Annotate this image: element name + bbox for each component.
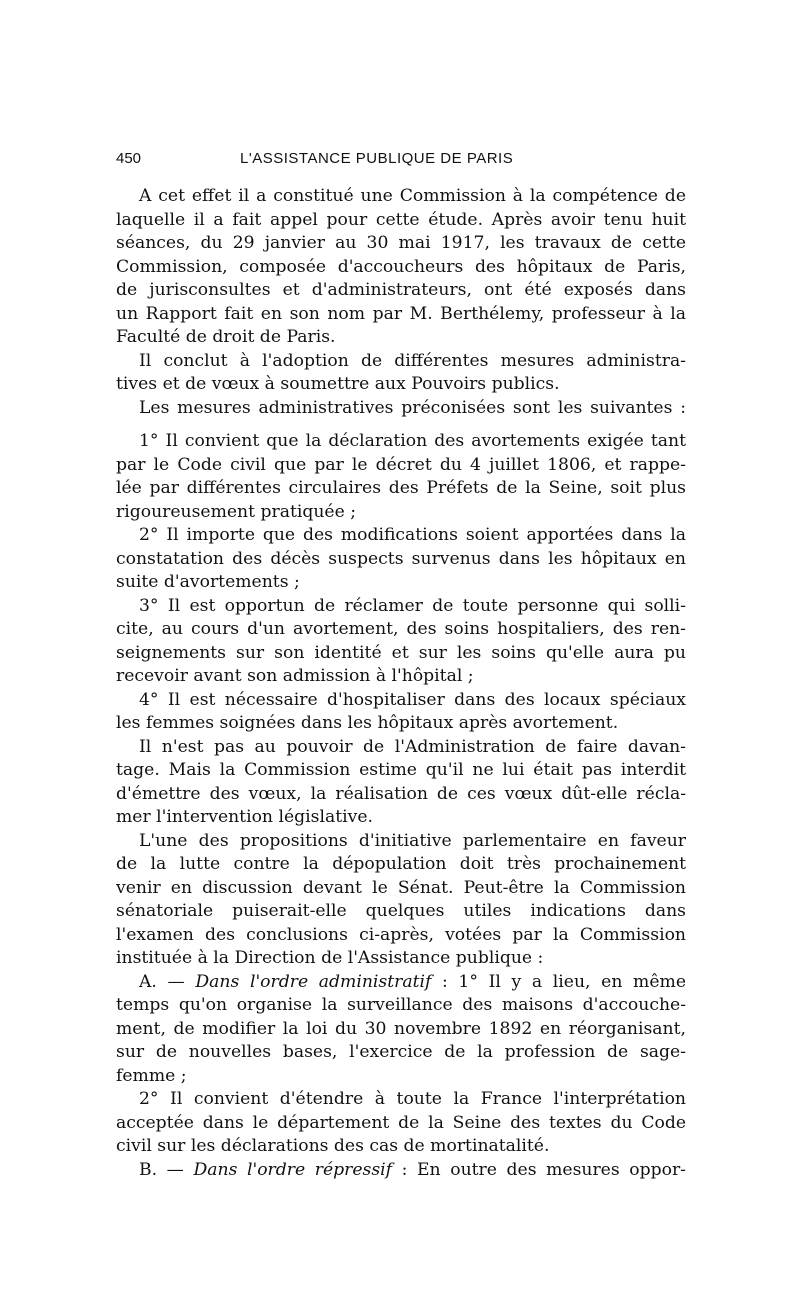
section-label: B. — (139, 1159, 194, 1180)
text-line: venir en discussion devant le Sénat. Peut-être la Commission (116, 877, 686, 898)
text-line: les femmes soignées dans les hôpitaux après avortement. (116, 713, 619, 733)
text-line: 1° Il convient que la déclaration des avortements exigée tant (139, 431, 686, 451)
text-line: sénatoriale puiserait-elle quelques utiles indications dans (116, 901, 686, 921)
section-text: : En outre des mesures oppor- (392, 1159, 686, 1180)
text-line: civil sur les déclarations des cas de mortinatalité. (116, 1136, 550, 1156)
text-line: tage. Mais la Commission estime qu'il ne lui était pas interdit (116, 760, 686, 780)
body-text (116, 185, 686, 1182)
text-line: 2° Il convient d'étendre à toute la France l'interprétation (139, 1089, 686, 1109)
text-line: constatation des décès suspects survenus dans les hôpitaux en (116, 548, 686, 569)
text-line: suite d'avortements ; (116, 572, 300, 592)
text-line: séances, du 29 janvier au 30 mai 1917, les travaux de cette (116, 233, 686, 253)
text-line: recevoir avant son admission à l'hôpital ; (116, 666, 474, 686)
text-line: L'une des propositions d'initiative parlementaire en faveur (139, 830, 686, 851)
text-line: mer l'intervention législative. (116, 807, 373, 827)
section-text: : 1° Il y a lieu, en même (431, 971, 686, 992)
text-line: temps qu'on organise la surveillance des maisons d'accouche- (116, 995, 686, 1015)
text-line: Il n'est pas au pouvoir de l'Administration de faire davan- (139, 736, 686, 757)
text-line: femme ; (116, 1065, 187, 1086)
text-line: de jurisconsultes et d'administrateurs, ont été exposés dans (116, 280, 686, 300)
running-head (116, 150, 686, 170)
text-line: de la lutte contre la dépopulation doit très prochainement (116, 854, 686, 874)
text-line: A cet effet il a constitué une Commission à la compétence de (139, 186, 686, 206)
paragraph-gap (116, 420, 686, 430)
section-heading-italic: Dans l'ordre répressif (193, 1159, 393, 1180)
page-number: 450 (116, 150, 142, 167)
text-line: cite, au cours d'un avortement, des soins hospitaliers, des ren- (116, 619, 686, 639)
text-line: d'émettre des vœux, la réalisation de ces vœux dût-elle récla- (116, 783, 686, 804)
text-line: lée par différentes circulaires des Préfets de la Seine, soit plus (116, 478, 686, 498)
text-line: sur de nouvelles bases, l'exercice de la profession de sage- (116, 1042, 686, 1062)
text-line: seignements sur son identité et sur les soins qu'elle aura pu (116, 642, 686, 663)
text-line: tives et de vœux à soumettre aux Pouvoirs publics. (116, 374, 560, 394)
text-line: Il conclut à l'adoption de différentes mesures administra- (139, 350, 686, 371)
text-line: 4° Il est nécessaire d'hospitaliser dans des locaux spéciaux (139, 689, 686, 710)
text-line (116, 971, 686, 995)
text-line: acceptée dans le département de la Seine des textes du Code (116, 1112, 686, 1133)
text-line: par le Code civil que par le décret du 4 juillet 1806, et rappe- (116, 454, 686, 475)
text-line: Les mesures administratives préconisées sont les suivantes : (139, 397, 686, 418)
text-line: rigoureusement pratiquée ; (116, 501, 357, 522)
text-line: instituée à la Direction de l'Assistance publique : (116, 948, 544, 968)
text-line: 2° Il importe que des modifications soient apportées dans la (139, 525, 686, 545)
text-line: ment, de modifier la loi du 30 novembre 1892 en réorganisant, (116, 1018, 686, 1039)
text-line: 3° Il est opportun de réclamer de toute personne qui solli- (139, 595, 686, 616)
section-heading-italic: Dans l'ordre administratif (195, 971, 432, 992)
section-label: A. — (139, 971, 196, 992)
text-line: Faculté de droit de Paris. (116, 327, 336, 347)
text-line: Commission, composée d'accoucheurs des hôpitaux de Paris, (116, 256, 686, 277)
running-title: L'ASSISTANCE PUBLIQUE DE PARIS (240, 150, 514, 167)
text-line (116, 1159, 686, 1183)
text-line: laquelle il a fait appel pour cette étude. Après avoir tenu huit (116, 209, 686, 230)
text-line: un Rapport fait en son nom par M. Berthélemy, professeur à la (116, 303, 686, 324)
text-line: l'examen des conclusions ci-après, votées par la Commission (116, 924, 686, 945)
